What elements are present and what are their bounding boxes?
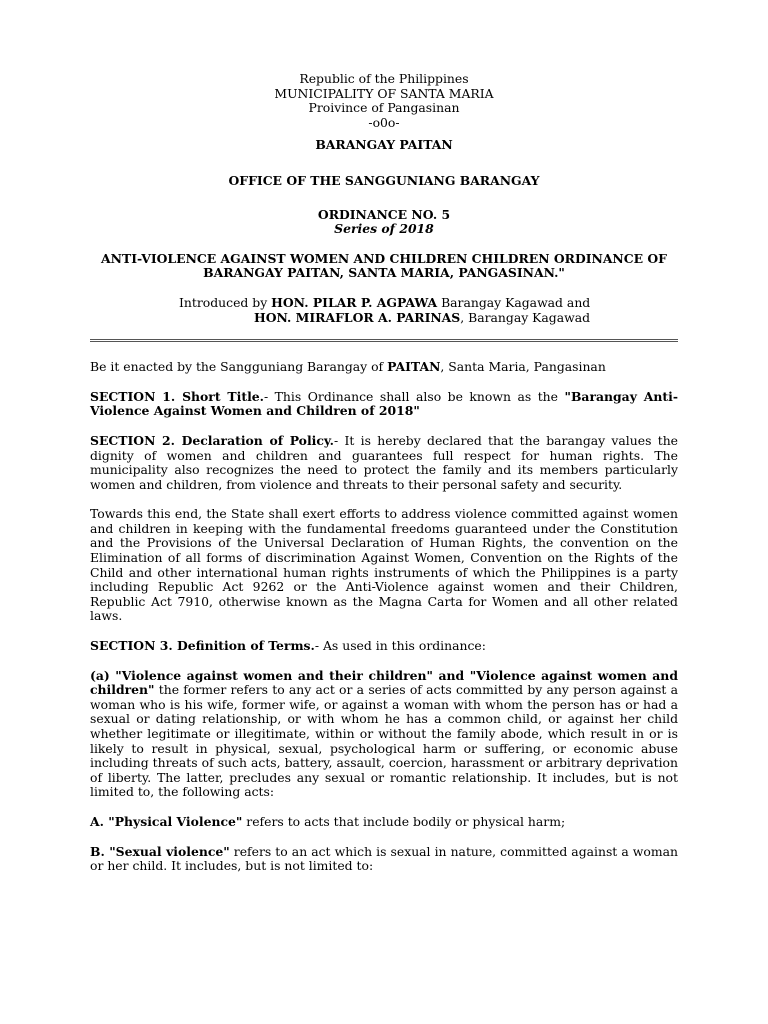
- header-office: OFFICE OF THE SANGGUNIANG BARANGAY: [228, 172, 540, 188]
- ordinance-series: Series of 2018: [334, 221, 434, 237]
- section-3: [90, 639, 678, 654]
- enacting-clause: [90, 360, 678, 375]
- ordinance-block: [90, 208, 678, 281]
- introducer-role-2: , Barangay Kagawad: [460, 309, 591, 325]
- header-municipality: MUNICIPALITY OF SANTA MARIA: [274, 85, 494, 101]
- introducer-role-1: Barangay Kagawad and: [437, 294, 591, 310]
- introduced-by: [90, 296, 678, 325]
- section-1: [90, 390, 678, 419]
- section-2: [90, 434, 678, 492]
- introduced-row2: [90, 311, 678, 326]
- enacting-suffix: , Santa Maria, Pangasinan: [440, 359, 606, 375]
- sexual-violence-text: refers to an act which is sexual in nature, committed against a woman or her child. It includes, but is not limited to:: [90, 843, 678, 874]
- header-barangay: BARANGAY PAITAN: [315, 137, 453, 153]
- definition-a-heading: (a) "Violence against women and their children" and "Violence against women and children": [90, 667, 678, 698]
- ordinance-title-line1: ANTI-VIOLENCE AGAINST WOMEN AND CHILDREN CHILDREN ORDINANCE OF: [101, 250, 667, 266]
- ordinance-document: [90, 72, 678, 874]
- introducer-name-1: HON. PILAR P. AGPAWA: [271, 294, 438, 310]
- section-3-heading: SECTION 3. Definition of Terms.: [90, 638, 315, 654]
- introducer-name-2: HON. MIRAFLOR A. PARINAS: [254, 309, 461, 325]
- header-republic: Republic of the Philippines: [299, 71, 469, 86]
- section-1-text: - This Ordinance shall also be known as the: [263, 388, 565, 404]
- definition-sexual-violence: [90, 845, 678, 874]
- ordinance-number: ORDINANCE NO. 5: [317, 206, 451, 222]
- enacting-place: PAITAN: [387, 359, 441, 375]
- section-2-text: - It is hereby declared that the barangay values the dignity of women and children and guarantees full respect for human rights. The municipality also recognizes the need to protect the family and its members particularly women and children, from violence and threats to their personal safety and security.: [90, 432, 679, 492]
- enacting-prefix: Be it enacted by the Sangguniang Barangay of: [90, 359, 388, 375]
- sexual-violence-heading: B. "Sexual violence": [90, 843, 230, 859]
- section-2-heading: SECTION 2. Declaration of Policy.: [90, 432, 335, 448]
- definition-a-text: the former refers to any act or a series of acts committed by any person against a woman who is his wife, former wife, or against a woman with whom the person has or had a sexual or dating relationship, or with whom he has a common child, or against her child whether legitimate or illegitimate, within or without the family abode, which result in or is likely to result in physical, sexual, psychological harm or suffering, or economic abuse including threats of such acts, battery, assault, coercion, harassment or arbitrary deprivation of liberty. The latter, precludes any sexual or romantic relationship. It includes, but is not limited to, the following acts:: [90, 682, 678, 800]
- physical-violence-heading: A. "Physical Violence": [90, 813, 243, 829]
- section-2-paragraph-2: Towards this end, the State shall exert efforts to address violence committed against women and children in keeping with the fundamental freedoms guaranteed under the Constitution and the Provisions of the Universal Declaration of Human Rights, the convention on the Elimination of all forms of discrimination Against Women, Convention on the Rights of the Child and other international human rights instruments of which the Philippines is a party including Republic Act 9262 or the Anti-Violence against women and their Children, Republic Act 7910, otherwise known as the Magna Carta for Women and all other related laws.: [90, 506, 678, 624]
- header-separator: -o0o-: [368, 114, 400, 130]
- document-header: [90, 72, 678, 189]
- section-1-heading: SECTION 1. Short Title.: [90, 388, 264, 404]
- introduced-row1: [90, 296, 678, 311]
- ordinance-title-line2: BARANGAY PAITAN, SANTA MARIA, PANGASINAN.": [203, 265, 565, 281]
- divider-rule: [90, 339, 678, 342]
- introduced-prefix: Introduced by: [179, 294, 272, 310]
- section-3-text: - As used in this ordinance:: [314, 638, 486, 654]
- section-1-short-title: "Barangay Anti-Violence Against Women and Children of 2018": [90, 388, 678, 419]
- header-province: Proivince of Pangasinan: [308, 100, 460, 116]
- definition-physical-violence: [90, 815, 678, 830]
- definition-a: [90, 669, 678, 800]
- physical-violence-text: refers to acts that include bodily or physical harm;: [242, 813, 566, 829]
